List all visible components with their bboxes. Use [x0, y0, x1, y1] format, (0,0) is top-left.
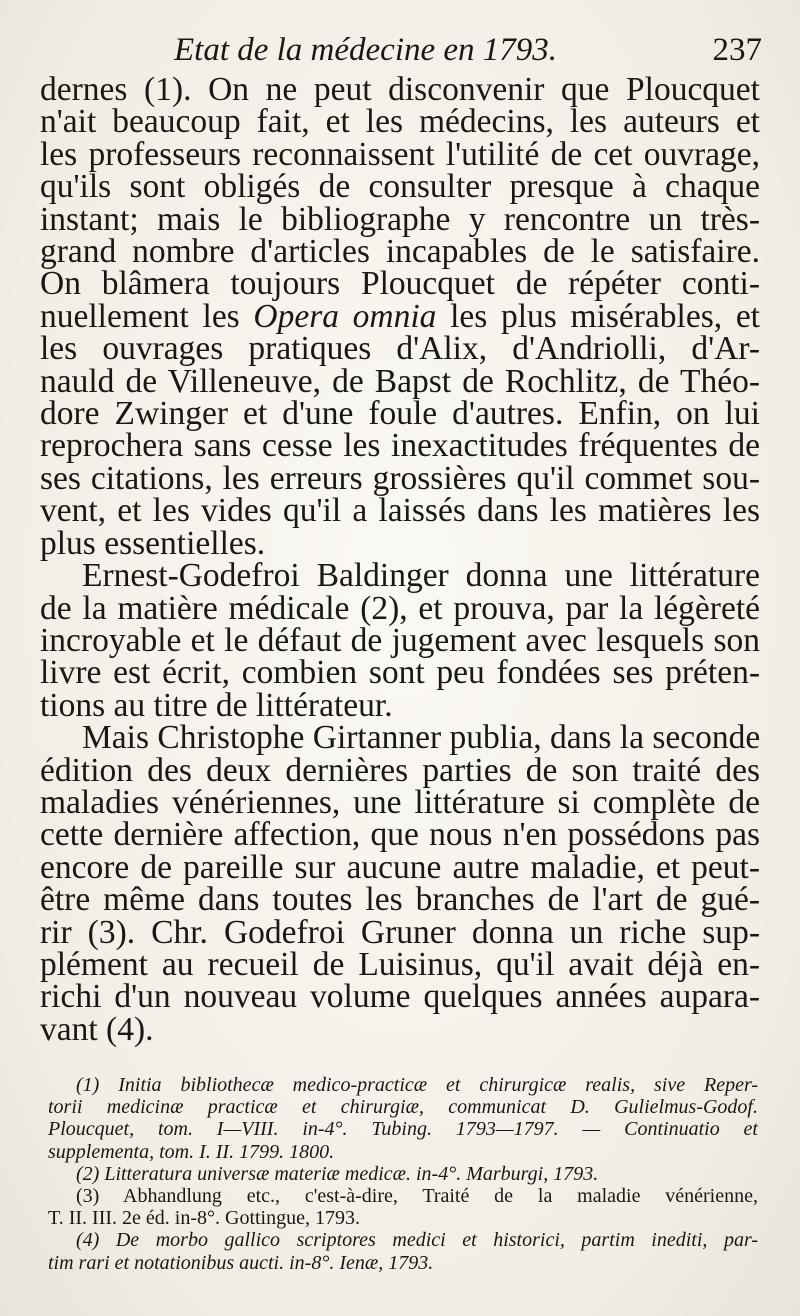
- footnote-line: torii medicinæ practicæ et chirurgiæ, communicat D. Gulielmus-Godof.: [48, 1096, 758, 1119]
- text-line: reprochera sans cesse les inexactitudes fréquentes de: [40, 427, 760, 465]
- footnote-line: Ploucquet, tom. I—VIII. in-4°. Tubing. 1793—1797. — Continuatio et: [48, 1118, 758, 1141]
- text-line: plus essentielles.: [40, 524, 266, 562]
- text-line: livre est écrit, combien sont peu fondées ses préten-: [40, 654, 760, 692]
- text-line: cette dernière affection, que nous n'en possédons pas: [40, 816, 760, 854]
- text-segment: les plus misérables, et: [436, 297, 760, 335]
- footnote-4: [48, 1229, 758, 1273]
- footnote-line: (2) Litteratura universæ materiæ medicæ. in-4°. Marburgi, 1793.: [76, 1162, 599, 1185]
- text-line: vant (4).: [40, 1010, 154, 1048]
- text-line: nauld de Villeneuve, de Bapst de Rochlitz, de Théo-: [40, 362, 760, 400]
- text-line: rir (3). Chr. Godefroi Gruner donna un riche sup-: [40, 913, 760, 951]
- footnote-line: (1) Initia bibliothecæ medico-practicæ et chirurgicæ realis, sive Reper-: [76, 1074, 758, 1096]
- text-line: [40, 297, 760, 335]
- text-line: les professeurs reconnaissent l'utilité de cet ouvrage,: [40, 135, 760, 173]
- text-segment: nuellement les: [40, 297, 254, 335]
- footnote-line: (3) Abhandlung etc., c'est-à-dire, Traité de la maladie vénérienne,: [76, 1185, 758, 1208]
- footnote-2: [48, 1163, 758, 1185]
- text-line: encore de pareille sur aucune autre maladie, et peut-: [40, 848, 760, 886]
- footnote-3: [48, 1185, 758, 1229]
- text-line: ses citations, les erreurs grossières qu'il commet sou-: [40, 459, 760, 497]
- footnote-line: tim rari et notationibus aucti. in-8°. Ienæ, 1793.: [48, 1251, 434, 1274]
- text-line: les ouvrages pratiques d'Alix, d'Andriolli, d'Ar-: [40, 330, 760, 368]
- text-line: n'ait beaucoup fait, et les médecins, les auteurs et: [40, 103, 760, 141]
- footnotes: [48, 1074, 758, 1274]
- text-line: plément au recueil de Luisinus, qu'il avait déjà en-: [40, 945, 760, 983]
- running-title: Etat de la médecine en 1793.: [174, 32, 558, 68]
- text-line: instant; mais le bibliographe y rencontre un très-: [40, 200, 760, 238]
- text-line: Mais Christophe Girtanner publia, dans la seconde: [82, 719, 761, 757]
- paragraph-3: [40, 719, 761, 1048]
- text-line: Ernest-Godefroi Baldinger donna une littérature: [82, 557, 760, 595]
- text-line: tions au titre de littérateur.: [40, 686, 393, 724]
- text-line: richi d'un nouveau volume quelques années aupara-: [40, 978, 760, 1016]
- paragraph-2: [40, 557, 760, 724]
- text-line: incroyable et le défaut de jugement avec lesquels son: [40, 621, 760, 659]
- footnote-1: [48, 1074, 758, 1163]
- italic-title: Opera omnia: [253, 297, 437, 335]
- text-line: qu'ils sont obligés de consulter presque à chaque: [40, 168, 760, 206]
- text-line: dernes (1). On ne peut disconvenir que Ploucquet: [40, 71, 760, 108]
- text-line: édition des deux dernières parties de son traité des: [40, 751, 760, 789]
- page-number: 237: [712, 32, 762, 68]
- paragraph-1: [40, 71, 760, 562]
- text-line: de la matière médicale (2), et prouva, par la légèreté: [40, 589, 760, 627]
- main-text: [40, 71, 761, 1048]
- text-line: être même dans toutes les branches de l'art de gué-: [40, 881, 760, 919]
- text-line: maladies vénériennes, une littérature si complète de: [40, 783, 760, 821]
- text-line: grand nombre d'articles incapables de le satisfaire.: [40, 233, 760, 271]
- footnote-line: (4) De morbo gallico scriptores medici et historici, partim inediti, par-: [76, 1229, 758, 1252]
- footnote-line: T. II. III. 2e éd. in-8°. Gottingue, 1793.: [48, 1207, 360, 1230]
- text-line: vent, et les vides qu'il a laissés dans les matières les: [40, 492, 760, 530]
- text-line: On blâmera toujours Ploucquet de répéter conti-: [40, 265, 760, 303]
- page-header: [70, 28, 762, 72]
- text-line: dore Zwinger et d'une foule d'autres. Enfin, on lui: [40, 395, 760, 433]
- footnote-line: supplementa, tom. I. II. 1799. 1800.: [48, 1140, 335, 1163]
